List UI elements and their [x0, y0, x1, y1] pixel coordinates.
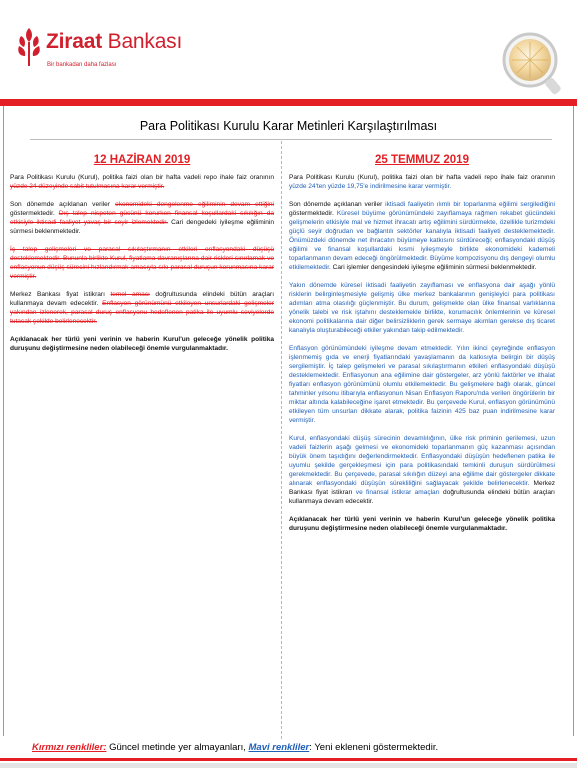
unchanged-text: Açıklanacak her türlü yeni verinin ve haberin Kurul'un geleceğe yönelik politika duruşunu değiştirmesine neden olabileceği önemle vurgulanmaktadır.: [289, 516, 555, 532]
legend-red-text: Güncel metinde yer almayanları,: [106, 742, 246, 753]
left-paragraph-4: [10, 290, 274, 326]
right-paragraph-3: [289, 281, 555, 335]
unchanged-text: Son dönemde açıklanan veriler: [289, 201, 386, 208]
unchanged-text: Para Politikası Kurulu (Kurul), politika faizi olan bir hafta vadeli repo ihale faiz oranının: [289, 174, 555, 181]
left-paragraph-5: [10, 335, 274, 353]
column-separator: [281, 141, 282, 739]
unchanged-text: Son dönemde açıklanan veriler: [10, 201, 116, 208]
footer-grey-band: [0, 763, 577, 768]
right-column-july: [289, 153, 555, 542]
right-column-heading: 25 TEMMUZ 2019: [375, 154, 469, 166]
legend-red-label: Kırmızı renkliler:: [32, 742, 107, 753]
removed-text: Dış talep nispeten gücünü korurken finansal koşullardaki sıkılığın da etkisiyle iktisadi faaliyet yavaş bir seyir izlemektedir.: [10, 210, 275, 226]
unchanged-text: Merkez Bankası fiyat istikrarı: [10, 291, 111, 298]
footer-red-band: [0, 758, 577, 761]
brand-name-rest: Bankası: [102, 30, 183, 53]
right-paragraph-6: [289, 515, 555, 533]
right-paragraph-4: [289, 344, 555, 425]
removed-text: İç talep gelişmeleri ve parasal sıkılaştırmanın etkileri enflasyondaki düşüşü desteklemektedir. Bununla birlikte Kurul, fiyatlama davranışlarına dair riskleri sınırlamak ve enflasyonun düşüş sürecini hızlandırmak amacıyla sıkı parasal duruşun korunmasına karar vermiştir.: [10, 246, 274, 280]
right-paragraph-2: [289, 200, 555, 272]
brand-name-bold: Ziraat: [46, 30, 102, 53]
right-paragraph-5: [289, 434, 555, 506]
right-paragraph-1: [289, 173, 555, 191]
unchanged-text: Merkez Bankası fiyat istikrarı: [289, 480, 555, 496]
left-column-heading: 12 HAZİRAN 2019: [93, 154, 191, 166]
unchanged-text: Açıklanacak her türlü yeni verinin ve haberin Kurul'un geleceğe yönelik politika duruşunu değiştirmesine neden olabileceği önemle vurgulanmaktadır.: [10, 336, 274, 352]
removed-text: Enflasyon görünümünü etkileyen unsurlardaki gelişmeler yakından izlenerek, parasal duruş enflasyonu hedeflenen patika ile uyumlu seviyelerde tutacak şekilde belirlenecektir.: [10, 300, 274, 325]
unchanged-text: göstermektedir.: [10, 210, 59, 217]
magnifier-lens-icon: [498, 22, 564, 96]
color-legend: [32, 742, 438, 753]
added-text: Kurul, enflasyondaki düşüş sürecinin devamlılığının, ülke risk priminin gerilemesi, uzun vadeli faizlerin aşağı gelmesi ve ekonomideki toparlanmanın güç kazanması açısından büyük önem taşıdığını değerlendirmektedir. Enflasyondaki düşüşün hedeflenen patika ile uyumlu şekilde gerçekleşmesi için para politikasındaki temkinli duruşun sürdürülmesi gerekmektedir. Bu çerçevede, parasal sıkılığın düzeyi ana eğilime dair göstergeler dikkate alınarak enflasyondaki düşüşün sürekliliğini sağlayacak şekilde belirlenecektir.: [289, 435, 555, 487]
unchanged-text: Para Politikası Kurulu (Kurul), politika faizi olan bir hafta vadeli repo ihale faiz oranının: [10, 174, 274, 181]
unchanged-text: Cari işlemler dengesindeki iyileşme eğiliminin sürmesi beklenmektedir.: [330, 264, 537, 271]
unchanged-text: doğrultusunda elindeki bütün araçları kullanmaya devam edecektir.: [10, 291, 275, 307]
left-paragraph-1: [10, 173, 274, 191]
brand-name: [46, 30, 182, 54]
ziraat-wheat-logo-icon: [16, 26, 42, 68]
ziraat-logo: [14, 22, 184, 82]
unchanged-text: Cari dengedeki iyileşme eğiliminin sürmesi beklenmektedir.: [10, 219, 274, 235]
brand-tagline: Bir bankadan daha fazlası: [47, 62, 117, 68]
removed-text: ekonomideki dengelenme eğiliminin devam ettiğini: [115, 201, 275, 208]
legend-blue-text: : Yeni ekleneni göstermektedir.: [309, 742, 439, 753]
left-paragraph-2: [10, 200, 274, 236]
title-divider: [30, 139, 552, 140]
unchanged-text: doğrultusunda elindeki bütün araçları kullanmaya devam edecektir.: [289, 489, 555, 505]
legend-blue-label: Mavi renkliler: [248, 742, 310, 753]
page-title: Para Politikası Kurulu Karar Metinleri Karşılaştırılması: [139, 119, 438, 133]
added-text: Enflasyon görünümündeki iyileşme devam etmektedir. Yılın ikinci çeyreğinde enflasyon işlenmemiş gıda ve enerji fiyatlarındaki yavaşlamanın da katkısıyla belirgin bir düşüş sergilemiştir. İç talep gelişmeleri ve parasal sıkılaştırmanın etkileri enflasyondaki düşüşü desteklemektedir. Enflasyonun ana eğilimine dair göstergeler, arz yönlü faktörler ve ithalat fiyatları enflasyon görünümünü olumlu etkilemektedir. Bu gelişmelere bağlı olarak, güncel tahminler yılsonu itibarıyla enflasyonun Nisan Enflasyon Raporu'nda verilen öngörülerin bir miktar altında kalabileceğine işaret etmektedir. Bu çerçevede Kurul, enflasyon görünümünü etkileyen tüm unsurları dikkate alarak, politika faizinin 425 baz puan indirilmesine karar vermiştir.: [289, 345, 555, 424]
left-paragraph-3: [10, 245, 274, 281]
left-column-june: [10, 153, 274, 362]
added-text: yüzde 24'ten yüzde 19,75'e indirilmesine karar vermiştir.: [289, 183, 452, 190]
added-text: Küresel büyüme görünümündeki zayıflamaya rağmen rekabet gücündeki gelişmelerin etkisiyle mal ve hizmet ihracatı artış eğilimini sürdürmekte, özellikle turizmdeki güçlü seyir doğrudan ve bağlantılı sektörler kanalıyla iktisadi faaliyeti desteklemektedir. Önümüzdeki dönemde net ihracatın büyümeye katkısını sürdüreceği; enflasyondaki düşüş eğilimi ve finansal koşullardaki kısmi iyileşmeyle birlikte ekonomideki kademeli toparlanmanın devam edeceği öngörülmektedir. Büyüme kompozisyonu dış dengeyi olumlu etkilemektedir.: [289, 210, 555, 271]
added-text: Yakın dönemde küresel iktisadi faaliyetin zayıflaması ve enflasyona dair aşağı yönlü risklerin belirginleşmesiyle gelişmiş ülke merkez bankalarının genişleyici para politikası adımları atma olasılığı güçlenmiştir. Bu durum, gelişmekte olan ülke finansal varlıklarına yönelik talebi ve risk iştahını desteklemekle birlikte, korumacılık önlemlerinin ve küresel ekonomi politikalarına dair diğer belirsizliklerin gerek sermaye akımları gerekse dış ticaret kanalıyla oluşturabileceği etkiler yakından takip edilmektedir.: [289, 282, 555, 334]
header-red-band: [0, 99, 577, 106]
header: [0, 0, 577, 100]
added-text: iktisadi faaliyetin ılımlı bir toparlanma eğilimi sergilediğini: [385, 201, 555, 208]
added-text: ve finansal istikrar amaçları: [355, 489, 440, 496]
removed-text: yüzde 24 düzeyinde sabit tutulmasına karar vermiştir.: [10, 183, 165, 190]
unchanged-text: göstermektedir.: [289, 210, 337, 217]
removed-text: temel amacı: [110, 291, 150, 298]
